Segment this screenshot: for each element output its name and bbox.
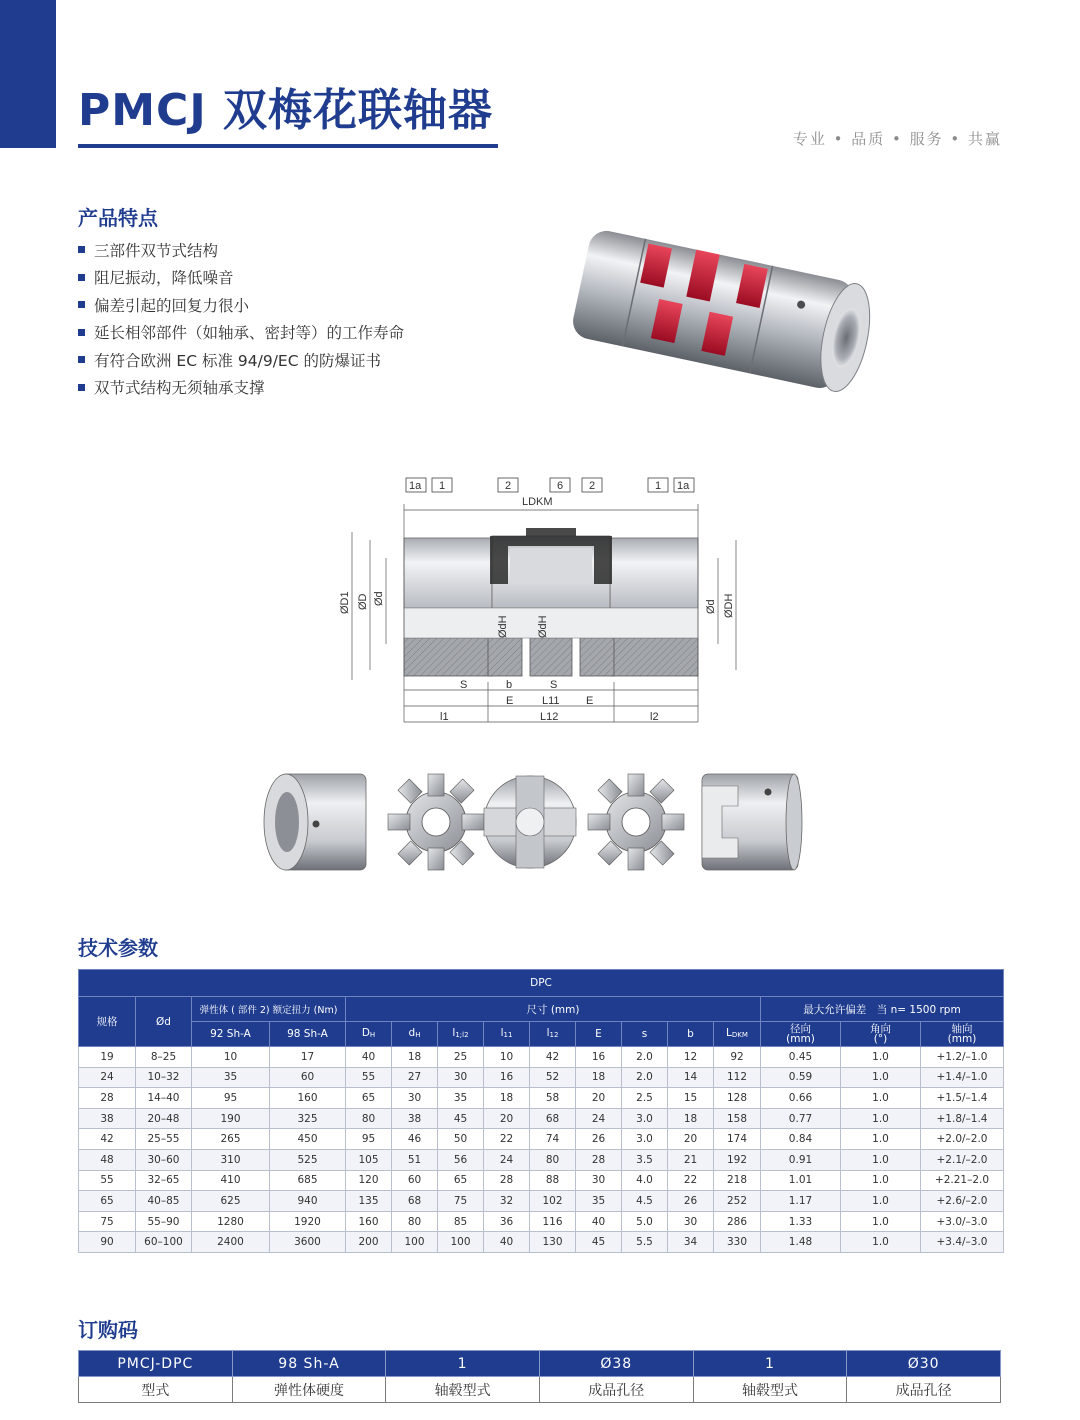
table-cell: 330 xyxy=(714,1232,761,1253)
table-cell: 38 xyxy=(79,1108,136,1129)
exploded-parts-image xyxy=(258,766,808,878)
col-header: l11 xyxy=(484,1022,530,1047)
table-cell: 36 xyxy=(484,1211,530,1232)
dim-label: ØD xyxy=(357,593,369,610)
table-cell: 34 xyxy=(668,1232,714,1253)
table-cell: 40 xyxy=(576,1211,622,1232)
table-cell: 40 xyxy=(346,1047,392,1068)
table-cell: 10–32 xyxy=(136,1067,192,1088)
table-cell: 18 xyxy=(392,1047,438,1068)
table-cell: 30–60 xyxy=(136,1149,192,1170)
order-label: 成品孔径 xyxy=(539,1377,693,1403)
table-cell: +3.4/–3.0 xyxy=(921,1232,1004,1253)
part-tag: 1 xyxy=(655,480,662,492)
table-cell: 8–25 xyxy=(136,1047,192,1068)
table-cell: 685 xyxy=(270,1170,346,1191)
col-header: dH xyxy=(392,1022,438,1047)
table-cell: 1.0 xyxy=(841,1149,921,1170)
col-header: Ød xyxy=(136,997,192,1047)
table-cell: 80 xyxy=(346,1108,392,1129)
table-cell: 60 xyxy=(270,1067,346,1088)
table-cell: 15 xyxy=(668,1088,714,1109)
table-cell: 0.66 xyxy=(761,1088,841,1109)
table-cell: 20 xyxy=(576,1088,622,1109)
table-cell: +2.1/–2.0 xyxy=(921,1149,1004,1170)
feature-item: 阻尼振动，降低噪音 xyxy=(78,264,404,292)
table-cell: 28 xyxy=(79,1088,136,1109)
table-cell: 18 xyxy=(576,1067,622,1088)
part-tag: 1 xyxy=(439,480,446,492)
table-cell: 30 xyxy=(576,1170,622,1191)
dim-label: ØD1 xyxy=(339,591,351,614)
spec-table-body xyxy=(79,1047,1004,1253)
table-cell: 24 xyxy=(484,1149,530,1170)
table-header-dpc: DPC xyxy=(79,970,1004,997)
table-cell: 1920 xyxy=(270,1211,346,1232)
dim-label: E xyxy=(586,695,594,707)
order-value: Ø30 xyxy=(847,1351,1001,1377)
table-cell: 1.33 xyxy=(761,1211,841,1232)
table-cell: 174 xyxy=(714,1129,761,1150)
dim-label: L12 xyxy=(540,711,559,723)
table-cell: 625 xyxy=(192,1191,270,1212)
table-cell: 525 xyxy=(270,1149,346,1170)
square-bullet-icon xyxy=(78,356,85,363)
col-header: 弹性体 ( 部件 2) 额定扭力 (Nm) xyxy=(192,997,346,1022)
square-bullet-icon xyxy=(78,274,85,281)
table-row xyxy=(79,1088,1004,1109)
table-cell: 5.5 xyxy=(622,1232,668,1253)
table-cell: 310 xyxy=(192,1149,270,1170)
table-cell: 5.0 xyxy=(622,1211,668,1232)
table-cell: 112 xyxy=(714,1067,761,1088)
table-cell: 20–48 xyxy=(136,1108,192,1129)
table-cell: 65 xyxy=(438,1170,484,1191)
table-cell: 25 xyxy=(438,1047,484,1068)
table-row xyxy=(79,1149,1004,1170)
table-row xyxy=(79,1047,1004,1068)
col-header: E xyxy=(576,1022,622,1047)
table-cell: 24 xyxy=(79,1067,136,1088)
table-cell: 95 xyxy=(192,1088,270,1109)
table-cell: 30 xyxy=(668,1211,714,1232)
table-cell: 88 xyxy=(530,1170,576,1191)
table-cell: 1.0 xyxy=(841,1191,921,1212)
col-header: s xyxy=(622,1022,668,1047)
table-cell: 2400 xyxy=(192,1232,270,1253)
table-row xyxy=(79,1191,1004,1212)
table-row xyxy=(79,1108,1004,1129)
table-cell: 1.0 xyxy=(841,1211,921,1232)
table-cell: 0.84 xyxy=(761,1129,841,1150)
dim-label: l1 xyxy=(440,711,449,723)
table-cell: 42 xyxy=(530,1047,576,1068)
table-cell: 74 xyxy=(530,1129,576,1150)
features-heading: 产品特点 xyxy=(78,206,158,230)
table-cell: 60 xyxy=(392,1170,438,1191)
col-header: 98 Sh-A xyxy=(270,1022,346,1047)
part-tag: 2 xyxy=(505,480,512,492)
slogan: 专业 • 品质 • 服务 • 共赢 xyxy=(792,130,1002,148)
feature-item: 有符合欧洲 EC 标准 94/9/EC 的防爆证书 xyxy=(78,346,404,374)
table-cell: 410 xyxy=(192,1170,270,1191)
table-cell: 48 xyxy=(79,1149,136,1170)
square-bullet-icon xyxy=(78,384,85,391)
table-cell: 28 xyxy=(576,1149,622,1170)
features-list xyxy=(78,236,404,401)
table-cell: 19 xyxy=(79,1047,136,1068)
table-cell: 3.5 xyxy=(622,1149,668,1170)
table-cell: 252 xyxy=(714,1191,761,1212)
col-header: 角向 (°) xyxy=(841,1022,921,1047)
table-cell: 1.0 xyxy=(841,1170,921,1191)
part-tag: 1a xyxy=(409,480,422,492)
table-cell: 50 xyxy=(438,1129,484,1150)
table-cell: 75 xyxy=(438,1191,484,1212)
dim-label: S xyxy=(550,679,558,691)
order-value: 1 xyxy=(386,1351,540,1377)
table-cell: 51 xyxy=(392,1149,438,1170)
table-cell: +1.2/–1.0 xyxy=(921,1047,1004,1068)
table-cell: 38 xyxy=(392,1108,438,1129)
side-accent-bar xyxy=(0,0,56,148)
table-cell: 22 xyxy=(668,1170,714,1191)
table-row xyxy=(79,1211,1004,1232)
page-title: PMCJ 双梅花联轴器 xyxy=(78,85,494,136)
feature-item: 双节式结构无须轴承支撑 xyxy=(78,374,404,402)
col-header: l12 xyxy=(530,1022,576,1047)
order-label: 型式 xyxy=(79,1377,233,1403)
table-cell: 32–65 xyxy=(136,1170,192,1191)
table-cell: 10 xyxy=(484,1047,530,1068)
part-tag: 2 xyxy=(589,480,596,492)
table-row xyxy=(79,1129,1004,1150)
feature-item: 三部件双节式结构 xyxy=(78,236,404,264)
table-cell: 116 xyxy=(530,1211,576,1232)
table-cell: 85 xyxy=(438,1211,484,1232)
table-cell: 58 xyxy=(530,1088,576,1109)
dim-label: l2 xyxy=(650,711,659,723)
table-cell: 1.48 xyxy=(761,1232,841,1253)
table-cell: 55–90 xyxy=(136,1211,192,1232)
table-cell: 92 xyxy=(714,1047,761,1068)
table-cell: 17 xyxy=(270,1047,346,1068)
table-cell: 100 xyxy=(438,1232,484,1253)
table-cell: 1.0 xyxy=(841,1088,921,1109)
table-cell: 160 xyxy=(346,1211,392,1232)
table-cell: 35 xyxy=(438,1088,484,1109)
table-cell: +2.6/–2.0 xyxy=(921,1191,1004,1212)
order-value: Ø38 xyxy=(539,1351,693,1377)
table-cell: 21 xyxy=(668,1149,714,1170)
table-cell: 2.0 xyxy=(622,1047,668,1068)
table-cell: 65 xyxy=(79,1191,136,1212)
col-header: b xyxy=(668,1022,714,1047)
table-cell: 4.0 xyxy=(622,1170,668,1191)
table-cell: 0.45 xyxy=(761,1047,841,1068)
table-cell: 32 xyxy=(484,1191,530,1212)
part-tag: 6 xyxy=(557,480,564,492)
table-cell: 22 xyxy=(484,1129,530,1150)
table-cell: 14–40 xyxy=(136,1088,192,1109)
table-cell: 12 xyxy=(668,1047,714,1068)
table-cell: 105 xyxy=(346,1149,392,1170)
square-bullet-icon xyxy=(78,246,85,253)
col-header: 尺寸 (mm) xyxy=(346,997,761,1022)
square-bullet-icon xyxy=(78,329,85,336)
table-cell: 130 xyxy=(530,1232,576,1253)
table-cell: 65 xyxy=(346,1088,392,1109)
col-header: LDKM xyxy=(714,1022,761,1047)
dim-label: L11 xyxy=(542,695,560,707)
table-cell: 265 xyxy=(192,1129,270,1150)
table-row xyxy=(79,1067,1004,1088)
table-cell: 42 xyxy=(79,1129,136,1150)
table-cell: 190 xyxy=(192,1108,270,1129)
table-cell: 0.77 xyxy=(761,1108,841,1129)
table-cell: 20 xyxy=(668,1129,714,1150)
table-cell: 0.59 xyxy=(761,1067,841,1088)
table-cell: 95 xyxy=(346,1129,392,1150)
table-cell: 192 xyxy=(714,1149,761,1170)
col-header: DH xyxy=(346,1022,392,1047)
table-cell: 35 xyxy=(576,1191,622,1212)
feature-item: 偏差引起的回复力很小 xyxy=(78,291,404,319)
table-cell: 1280 xyxy=(192,1211,270,1232)
dim-label: Ød xyxy=(705,599,717,614)
spec-table xyxy=(78,969,1004,1253)
table-cell: 3.0 xyxy=(622,1129,668,1150)
table-cell: 100 xyxy=(392,1232,438,1253)
order-label: 成品孔径 xyxy=(847,1377,1001,1403)
table-cell: 1.0 xyxy=(841,1047,921,1068)
table-cell: 55 xyxy=(79,1170,136,1191)
table-cell: 80 xyxy=(392,1211,438,1232)
order-label: 弹性体硬度 xyxy=(232,1377,386,1403)
table-cell: 26 xyxy=(668,1191,714,1212)
tech-heading: 技术参数 xyxy=(78,936,158,960)
coupling-product-image xyxy=(565,228,875,403)
table-cell: 26 xyxy=(576,1129,622,1150)
order-label: 轴毂型式 xyxy=(386,1377,540,1403)
table-cell: 1.01 xyxy=(761,1170,841,1191)
table-cell: 200 xyxy=(346,1232,392,1253)
table-cell: 120 xyxy=(346,1170,392,1191)
table-cell: 16 xyxy=(484,1067,530,1088)
table-cell: 30 xyxy=(392,1088,438,1109)
coupling-technical-drawing xyxy=(332,474,752,730)
order-value: 98 Sh-A xyxy=(232,1351,386,1377)
table-cell: 40 xyxy=(484,1232,530,1253)
part-tag: 1a xyxy=(677,480,690,492)
table-cell: 30 xyxy=(438,1067,484,1088)
table-cell: +1.5/–1.4 xyxy=(921,1088,1004,1109)
dim-ldkm: LDKM xyxy=(522,496,553,508)
table-cell: 68 xyxy=(392,1191,438,1212)
table-cell: 24 xyxy=(576,1108,622,1129)
table-cell: 60–100 xyxy=(136,1232,192,1253)
table-cell: 4.5 xyxy=(622,1191,668,1212)
table-cell: 1.0 xyxy=(841,1108,921,1129)
table-cell: 28 xyxy=(484,1170,530,1191)
table-cell: 135 xyxy=(346,1191,392,1212)
feature-item: 延长相邻部件（如轴承、密封等）的工作寿命 xyxy=(78,319,404,347)
table-cell: 14 xyxy=(668,1067,714,1088)
col-header: 规格 xyxy=(79,997,136,1047)
table-cell: 128 xyxy=(714,1088,761,1109)
dim-label: Ød xyxy=(373,591,385,606)
table-cell: 940 xyxy=(270,1191,346,1212)
col-header: 径向 (mm) xyxy=(761,1022,841,1047)
table-cell: 52 xyxy=(530,1067,576,1088)
table-cell: 18 xyxy=(484,1088,530,1109)
table-cell: 160 xyxy=(270,1088,346,1109)
col-header: 轴向 (mm) xyxy=(921,1022,1004,1047)
title-underline xyxy=(78,144,498,148)
table-cell: +1.8/–1.4 xyxy=(921,1108,1004,1129)
table-cell: +2.0/–2.0 xyxy=(921,1129,1004,1150)
col-header: 最大允许偏差 当 n= 1500 rpm xyxy=(761,997,1004,1022)
table-cell: 218 xyxy=(714,1170,761,1191)
table-cell: 68 xyxy=(530,1108,576,1129)
table-cell: 3.0 xyxy=(622,1108,668,1129)
table-cell: 0.91 xyxy=(761,1149,841,1170)
table-cell: 40–85 xyxy=(136,1191,192,1212)
table-cell: 10 xyxy=(192,1047,270,1068)
table-cell: 45 xyxy=(576,1232,622,1253)
table-cell: 325 xyxy=(270,1108,346,1129)
table-cell: +3.0/–3.0 xyxy=(921,1211,1004,1232)
dim-label: S xyxy=(460,679,468,691)
order-heading: 订购码 xyxy=(78,1318,138,1342)
table-cell: 158 xyxy=(714,1108,761,1129)
table-cell: 102 xyxy=(530,1191,576,1212)
dim-label: ØdH xyxy=(497,615,509,638)
table-cell: 56 xyxy=(438,1149,484,1170)
dim-label: E xyxy=(506,695,514,707)
table-cell: 45 xyxy=(438,1108,484,1129)
table-cell: 27 xyxy=(392,1067,438,1088)
dim-label: ØDH xyxy=(723,593,735,618)
table-cell: 16 xyxy=(576,1047,622,1068)
table-cell: 1.17 xyxy=(761,1191,841,1212)
order-value: PMCJ-DPC xyxy=(79,1351,233,1377)
table-cell: 46 xyxy=(392,1129,438,1150)
table-cell: 90 xyxy=(79,1232,136,1253)
col-header: 92 Sh-A xyxy=(192,1022,270,1047)
table-cell: 55 xyxy=(346,1067,392,1088)
table-cell: 2.0 xyxy=(622,1067,668,1088)
order-code-table xyxy=(78,1350,1001,1403)
table-cell: 1.0 xyxy=(841,1067,921,1088)
table-cell: 25–55 xyxy=(136,1129,192,1150)
table-cell: 286 xyxy=(714,1211,761,1232)
order-value: 1 xyxy=(693,1351,847,1377)
table-cell: +2.21–2.0 xyxy=(921,1170,1004,1191)
square-bullet-icon xyxy=(78,301,85,308)
table-cell: 3600 xyxy=(270,1232,346,1253)
table-cell: 75 xyxy=(79,1211,136,1232)
table-cell: 18 xyxy=(668,1108,714,1129)
table-cell: 80 xyxy=(530,1149,576,1170)
table-cell: 2.5 xyxy=(622,1088,668,1109)
order-label: 轴毂型式 xyxy=(693,1377,847,1403)
table-cell: 1.0 xyxy=(841,1232,921,1253)
table-cell: 1.0 xyxy=(841,1129,921,1150)
table-cell: 20 xyxy=(484,1108,530,1129)
table-row xyxy=(79,1232,1004,1253)
dim-label: b xyxy=(506,679,513,691)
table-row xyxy=(79,1170,1004,1191)
table-cell: +1.4/–1.0 xyxy=(921,1067,1004,1088)
table-cell: 35 xyxy=(192,1067,270,1088)
table-cell: 450 xyxy=(270,1129,346,1150)
col-header: l1;l2 xyxy=(438,1022,484,1047)
dim-label: ØdH xyxy=(537,615,549,638)
